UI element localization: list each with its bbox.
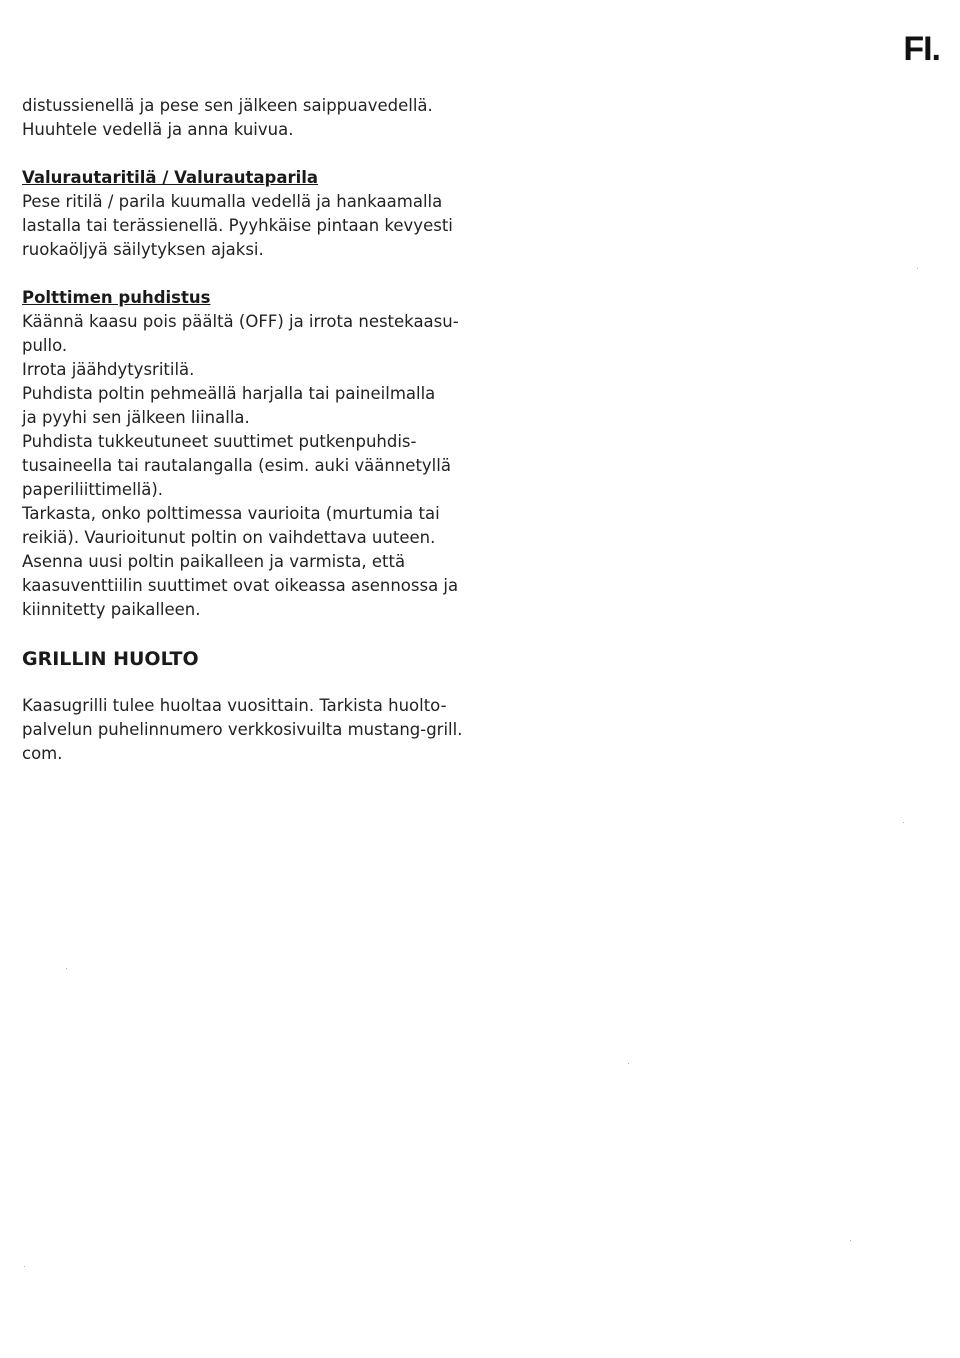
burner-cleaning-heading: Polttimen puhdistus: [22, 288, 211, 307]
burner-line: ja pyyhi sen jälkeen liinalla.: [22, 408, 250, 427]
burner-line: Asenna uusi poltin paikalleen ja varmista, että: [22, 552, 406, 571]
burner-line: Irrota jäähdytysritilä.: [22, 360, 195, 379]
cast-iron-heading: Valurautaritilä / Valurautaparila: [22, 168, 319, 187]
language-mark: FI.: [903, 30, 940, 68]
maintenance-line: palvelun puhelinnumero verkkosivuilta mustang-grill.: [22, 720, 463, 739]
text-column: [22, 94, 472, 790]
burner-cleaning-section: [22, 286, 472, 622]
burner-line: Puhdista tukkeutuneet suuttimet putkenpuhdis-: [22, 432, 417, 451]
intro-paragraph: [22, 94, 472, 142]
cast-iron-line: Pese ritilä / parila kuumalla vedellä ja hankaamalla: [22, 192, 443, 211]
scan-speck: [917, 268, 918, 269]
scan-speck: [628, 1063, 629, 1064]
burner-line: tusaineella tai rautalangalla (esim. auki väännetyllä: [22, 456, 451, 475]
burner-line: Tarkasta, onko polttimessa vaurioita (murtumia tai: [22, 504, 440, 523]
maintenance-paragraph: [22, 694, 472, 766]
cast-iron-section: [22, 166, 472, 262]
burner-line: kiinnitetty paikalleen.: [22, 600, 201, 619]
burner-line: Käännä kaasu pois päältä (OFF) ja irrota nestekaasu-: [22, 312, 459, 331]
intro-line: distussienellä ja pese sen jälkeen saippuavedellä.: [22, 96, 433, 115]
burner-line: paperiliittimellä).: [22, 480, 164, 499]
scan-speck: [24, 1266, 25, 1267]
maintenance-line: Kaasugrilli tulee huoltaa vuosittain. Tarkista huolto-: [22, 696, 447, 715]
cast-iron-line: ruokaöljyä säilytyksen ajaksi.: [22, 240, 264, 259]
burner-line: reikiä). Vaurioitunut poltin on vaihdettava uuteen.: [22, 528, 436, 547]
cast-iron-line: lastalla tai terässienellä. Pyyhkäise pintaan kevyesti: [22, 216, 453, 235]
burner-line: pullo.: [22, 336, 68, 355]
scan-speck: [903, 822, 904, 823]
intro-line: Huuhtele vedellä ja anna kuivua.: [22, 120, 294, 139]
maintenance-title: GRILLIN HUOLTO: [22, 648, 199, 670]
maintenance-line: com.: [22, 744, 63, 763]
scan-speck: [850, 1240, 851, 1241]
burner-line: kaasuventtiilin suuttimet ovat oikeassa asennossa ja: [22, 576, 459, 595]
scan-speck: [66, 968, 67, 969]
burner-line: Puhdista poltin pehmeällä harjalla tai paineilmalla: [22, 384, 436, 403]
